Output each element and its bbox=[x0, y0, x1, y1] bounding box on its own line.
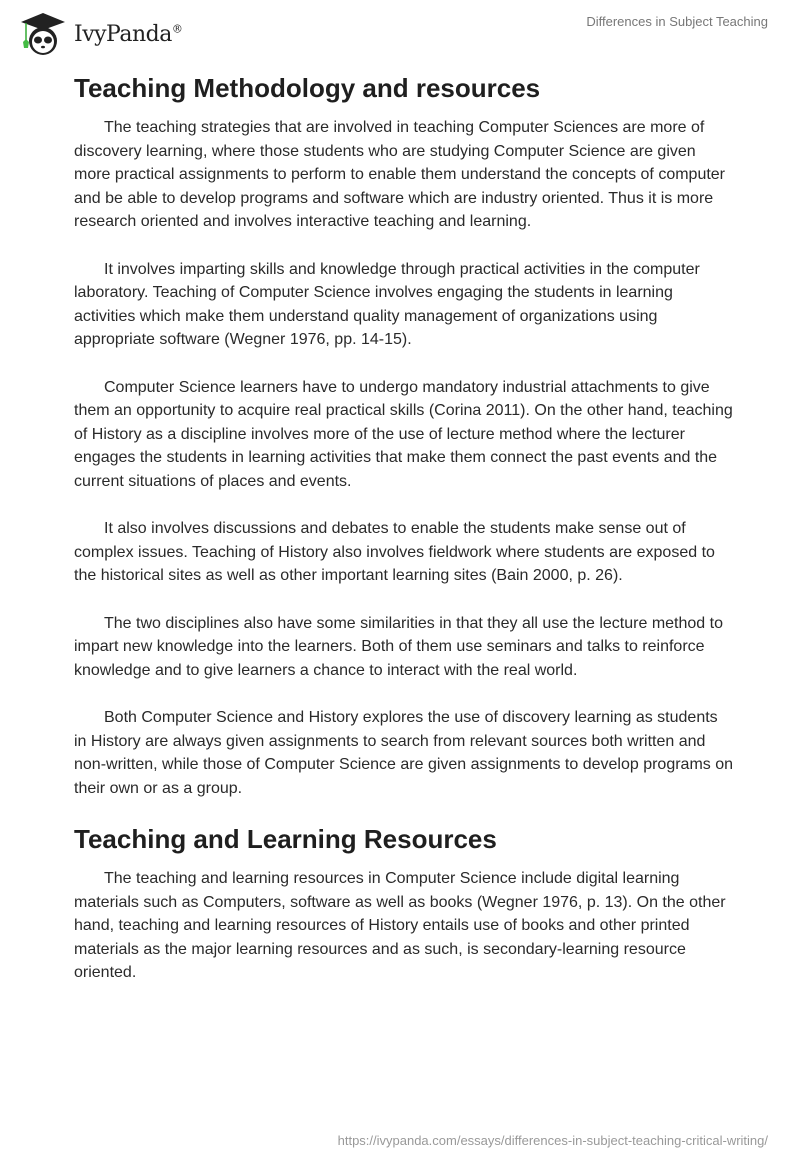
paragraph: The teaching strategies that are involved in teaching Computer Sciences are more of discovery learning, where those students who are studying Computer Science are given more practical assignments to perform to enable them understand the concepts of computer and be able to develop programs and software which are industry oriented. Thus it is more research oriented and involves interactive teaching and learning. bbox=[74, 119, 726, 230]
document-title: Differences in Subject Teaching bbox=[586, 14, 768, 29]
section-heading: Teaching and Learning Resources bbox=[74, 824, 497, 854]
paragraph: Both Computer Science and History explores the use of discovery learning as students in History are always given assignments to search from relevant sources both written and non-written, while those of Computer Science are given assignments to develop programs on their own or as a group. bbox=[74, 709, 734, 797]
ivypanda-logo[interactable] bbox=[18, 10, 182, 58]
panda-graduate-icon bbox=[18, 10, 68, 58]
essay-content bbox=[74, 70, 734, 1009]
paragraph: It also involves discussions and debates to enable the students make sense out of complex issues. Teaching of History also involves fieldwork where students are exposed to the historical sites as well as other important learning sites (Bain 2000, p. 26). bbox=[74, 520, 715, 584]
paragraph: The two disciplines also have some similarities in that they all use the lecture method to impart new knowledge into the learners. Both of them use seminars and talks to reinforce knowledge and to give learners a chance to interact with the real world. bbox=[74, 614, 723, 679]
paragraph: Computer Science learners have to undergo mandatory industrial attachments to give them an opportunity to acquire real practical skills (Corina 2011). On the other hand, teaching of History as a discipline involves more of the use of lecture method where the lecturer engages the students in learning activities that make them connect the past events and the current situations of places and events. bbox=[74, 378, 733, 490]
paragraph: The teaching and learning resources in Computer Science include digital learning materials such as Computers, software as well as books (Wegner 1976, p. 13). On the other hand, teaching and learning resources of History entails use of books and other printed materials as the major learning resources and as such, is secondary-learning resource oriented. bbox=[74, 870, 726, 981]
section-heading: Teaching Methodology and resources bbox=[74, 73, 541, 103]
paragraph: It involves imparting skills and knowledge through practical activities in the computer laboratory. Teaching of Computer Science involves engaging the students in learning activities which make them understand quality management of organizations using appropriate software (Wegner 1976, pp. 14-15). bbox=[74, 260, 700, 348]
logo-text: IvyPanda® bbox=[74, 21, 183, 47]
source-url[interactable]: https://ivypanda.com/essays/differences-in-subject-teaching-critical-writing/ bbox=[337, 1133, 768, 1148]
